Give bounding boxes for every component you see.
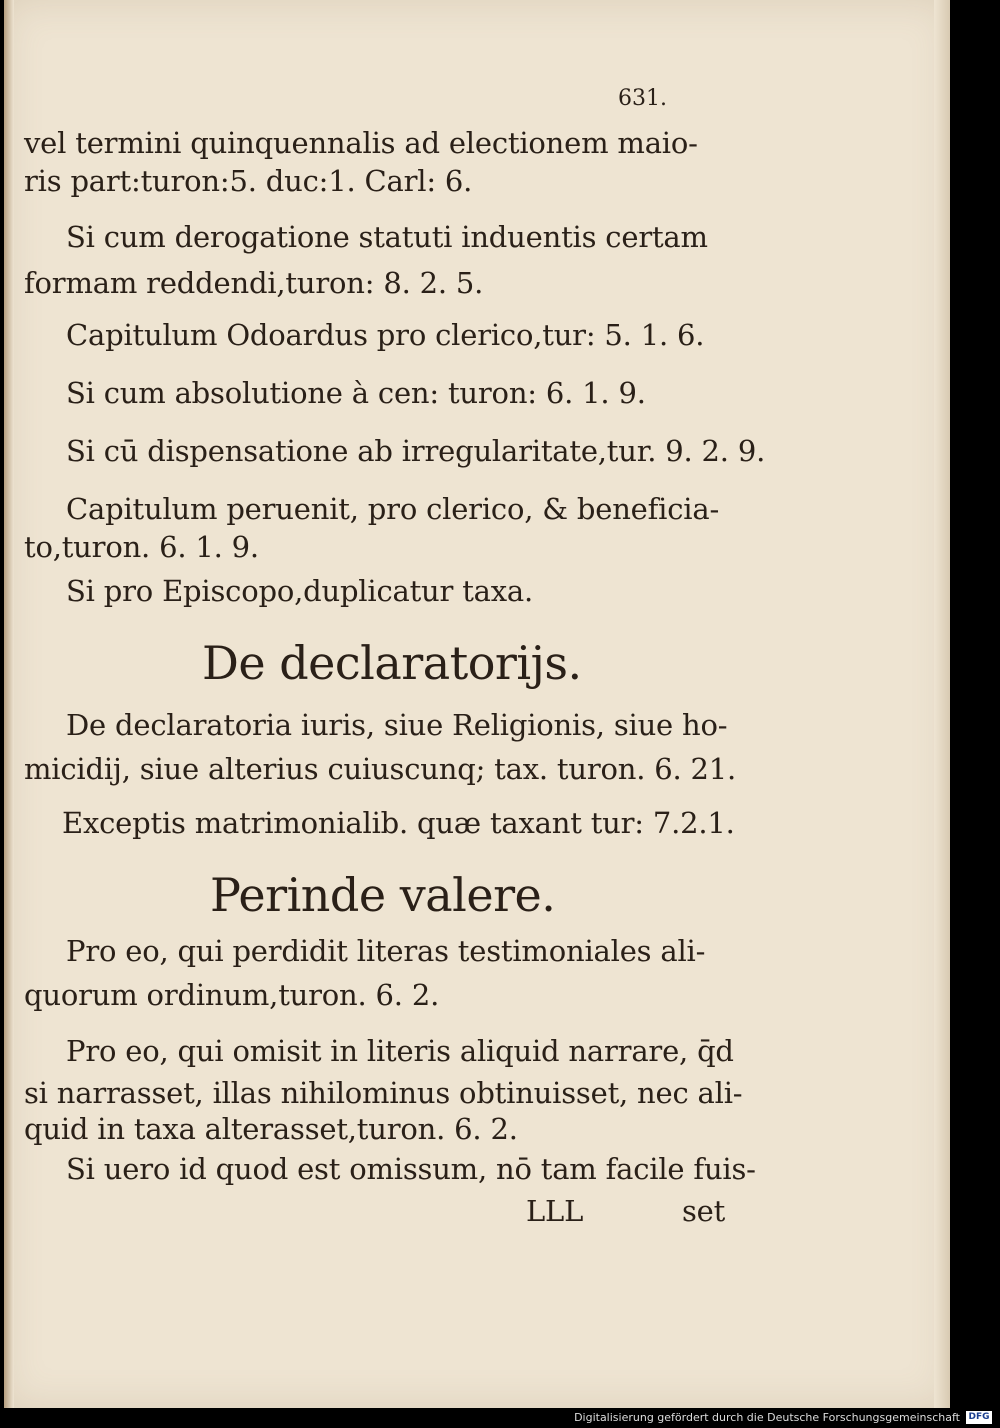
text-line-7: Si cū dispensatione ab irregularitate,tur. 9. 2. 9. bbox=[66, 434, 766, 468]
page-number: 631. bbox=[618, 86, 667, 111]
text-line-13: micidij, siue alterius cuiuscunq; tax. turon. 6. 21. bbox=[24, 752, 737, 786]
text-line-9: to,turon. 6. 1. 9. bbox=[24, 530, 259, 564]
page-edge-shadow bbox=[934, 0, 950, 1408]
page-spine-shadow bbox=[4, 0, 14, 1408]
text-line-5: Capitulum Odoardus pro clerico,tur: 5. 1. 6. bbox=[66, 318, 705, 352]
text-line-2: ris part:turon:5. duc:1. Carl: 6. bbox=[24, 164, 473, 198]
signature-mark: LLL bbox=[526, 1194, 584, 1228]
text-line-21: Si uero id quod est omissum, nō tam facile fuis- bbox=[66, 1152, 756, 1186]
dfg-logo-icon: DFG bbox=[966, 1411, 992, 1424]
text-line-8: Capitulum peruenit, pro clerico, & beneficia- bbox=[66, 492, 720, 526]
section-heading-perinde-valere: Perinde valere. bbox=[210, 868, 556, 922]
text-line-18: Pro eo, qui omisit in literis aliquid narrare, q̄d bbox=[66, 1034, 734, 1068]
text-line-20: quid in taxa alterasset,turon. 6. 2. bbox=[24, 1112, 518, 1146]
text-line-14: Exceptis matrimonialib. quæ taxant tur: 7.2.1. bbox=[62, 806, 735, 840]
text-line-1: vel termini quinquennalis ad electionem maio- bbox=[24, 126, 698, 160]
text-line-12: De declaratoria iuris, siue Religionis, siue ho- bbox=[66, 708, 728, 742]
text-line-3: Si cum derogatione statuti induentis certam bbox=[66, 220, 708, 254]
text-line-19: si narrasset, illas nihilominus obtinuisset, nec ali- bbox=[24, 1076, 743, 1110]
text-line-10: Si pro Episcopo,duplicatur taxa. bbox=[66, 574, 534, 608]
text-line-4: formam reddendi,turon: 8. 2. 5. bbox=[24, 266, 484, 300]
text-line-16: Pro eo, qui perdidit literas testimoniales ali- bbox=[66, 934, 706, 968]
catchword: set bbox=[682, 1194, 726, 1228]
text-line-17: quorum ordinum,turon. 6. 2. bbox=[24, 978, 440, 1012]
section-heading-declaratorijs: De declaratorijs. bbox=[202, 636, 582, 690]
digitization-credit: Digitalisierung gefördert durch die Deutsche Forschungsgemeinschaft bbox=[574, 1411, 960, 1424]
text-line-6: Si cum absolutione à cen: turon: 6. 1. 9. bbox=[66, 376, 646, 410]
book-page bbox=[4, 0, 950, 1408]
